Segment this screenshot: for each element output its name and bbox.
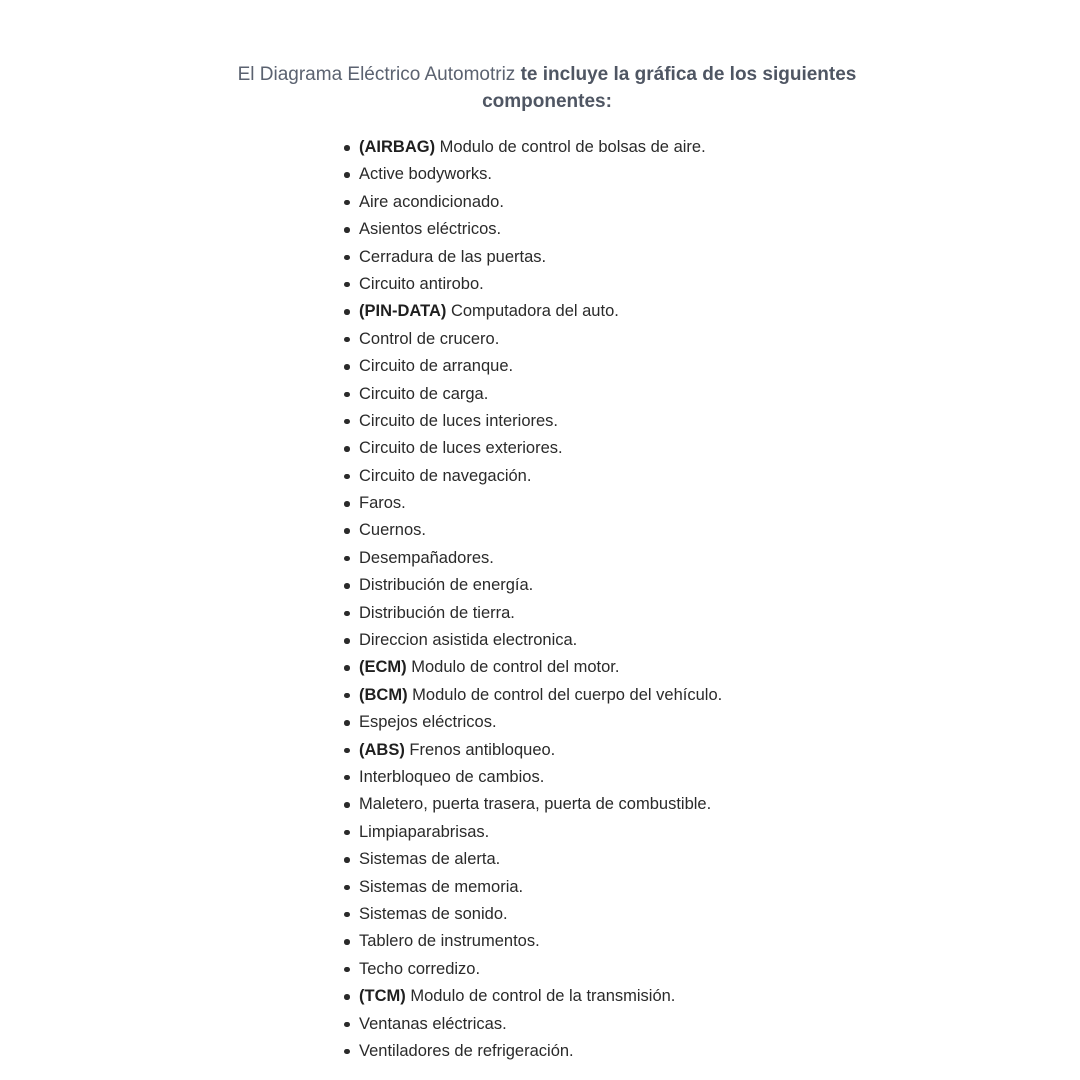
component-description: Distribución de energía. (359, 576, 534, 595)
component-abbreviation: (ECM) (359, 658, 407, 677)
component-description: Aire acondicionado. (359, 192, 504, 211)
list-item (359, 1011, 722, 1038)
list-item (359, 216, 722, 243)
component-description: Modulo de control del motor. (411, 658, 620, 677)
list-item (359, 244, 722, 271)
component-description: Ventanas eléctricas. (359, 1014, 507, 1033)
component-abbreviation: (ABS) (359, 740, 405, 759)
list-item (359, 408, 722, 435)
component-description: Limpiaparabrisas. (359, 822, 490, 841)
list-item (359, 737, 722, 764)
list-item (359, 819, 722, 846)
list-item (359, 572, 722, 599)
component-description: Circuito de luces exteriores. (359, 439, 563, 458)
component-description: Asientos eléctricos. (359, 220, 502, 239)
component-description: Direccion asistida electronica. (359, 631, 578, 650)
component-description: Tablero de instrumentos. (359, 932, 540, 951)
component-description: Circuito de luces interiores. (359, 411, 558, 430)
component-description: Faros. (359, 494, 406, 513)
heading-emphasis: te incluye la gráfica de los siguientes componentes: (482, 64, 857, 112)
heading-intro: El Diagrama Eléctrico Automotriz (237, 64, 516, 85)
list-item (359, 463, 722, 490)
list-item (359, 435, 722, 462)
component-abbreviation: (PIN-DATA) (359, 302, 447, 321)
list-item (359, 682, 722, 709)
component-description: Techo corredizo. (359, 959, 481, 978)
section-heading (200, 61, 894, 115)
list-item (359, 874, 722, 901)
component-abbreviation: (AIRBAG) (359, 138, 436, 156)
list-item (359, 326, 722, 353)
component-description: Distribución de tierra. (359, 603, 515, 622)
list-item (359, 709, 722, 736)
component-description: Modulo de control de la transmisión. (410, 987, 676, 1006)
component-description: Interbloqueo de cambios. (359, 767, 545, 786)
list-item (359, 1038, 722, 1065)
component-description: Cerradura de las puertas. (359, 247, 547, 266)
component-description: Espejos eléctricos. (359, 713, 497, 732)
component-description: Ventiladores de refrigeración. (359, 1041, 574, 1060)
list-item (359, 353, 722, 380)
component-description: Circuito de arranque. (359, 357, 514, 376)
component-description: Desempañadores. (359, 548, 494, 567)
component-description: Sistemas de sonido. (359, 904, 508, 923)
list-item (359, 627, 722, 654)
component-description: Frenos antibloqueo. (409, 740, 556, 759)
component-description: Control de crucero. (359, 329, 500, 348)
component-description: Active bodyworks. (359, 165, 492, 184)
component-abbreviation: (TCM) (359, 987, 406, 1006)
list-item (359, 490, 722, 517)
component-description: Circuito de carga. (359, 384, 489, 403)
list-item (359, 189, 722, 216)
list-item (359, 271, 722, 298)
list-item (359, 764, 722, 791)
component-list (359, 134, 722, 1065)
component-description: Computadora del auto. (450, 302, 619, 321)
list-item (359, 161, 722, 188)
list-item (359, 600, 722, 627)
component-description: Cuernos. (359, 521, 426, 540)
list-item (359, 381, 722, 408)
list-item (359, 545, 722, 572)
component-description: Sistemas de alerta. (359, 850, 501, 869)
list-item (359, 901, 722, 928)
component-abbreviation: (BCM) (359, 685, 408, 704)
list-item (359, 791, 722, 818)
component-description: Sistemas de memoria. (359, 877, 524, 896)
list-item (359, 298, 722, 325)
list-item (359, 846, 722, 873)
component-description: Modulo de control de bolsas de aire. (439, 138, 706, 156)
list-item (359, 517, 722, 544)
list-item (359, 956, 722, 983)
list-item (359, 983, 722, 1010)
list-item (359, 654, 722, 681)
component-description: Circuito de navegación. (359, 466, 532, 485)
component-description: Circuito antirobo. (359, 274, 484, 293)
list-item (359, 134, 722, 161)
component-description: Modulo de control del cuerpo del vehículo. (412, 685, 723, 704)
component-description: Maletero, puerta trasera, puerta de combustible. (359, 795, 712, 814)
list-item (359, 928, 722, 955)
